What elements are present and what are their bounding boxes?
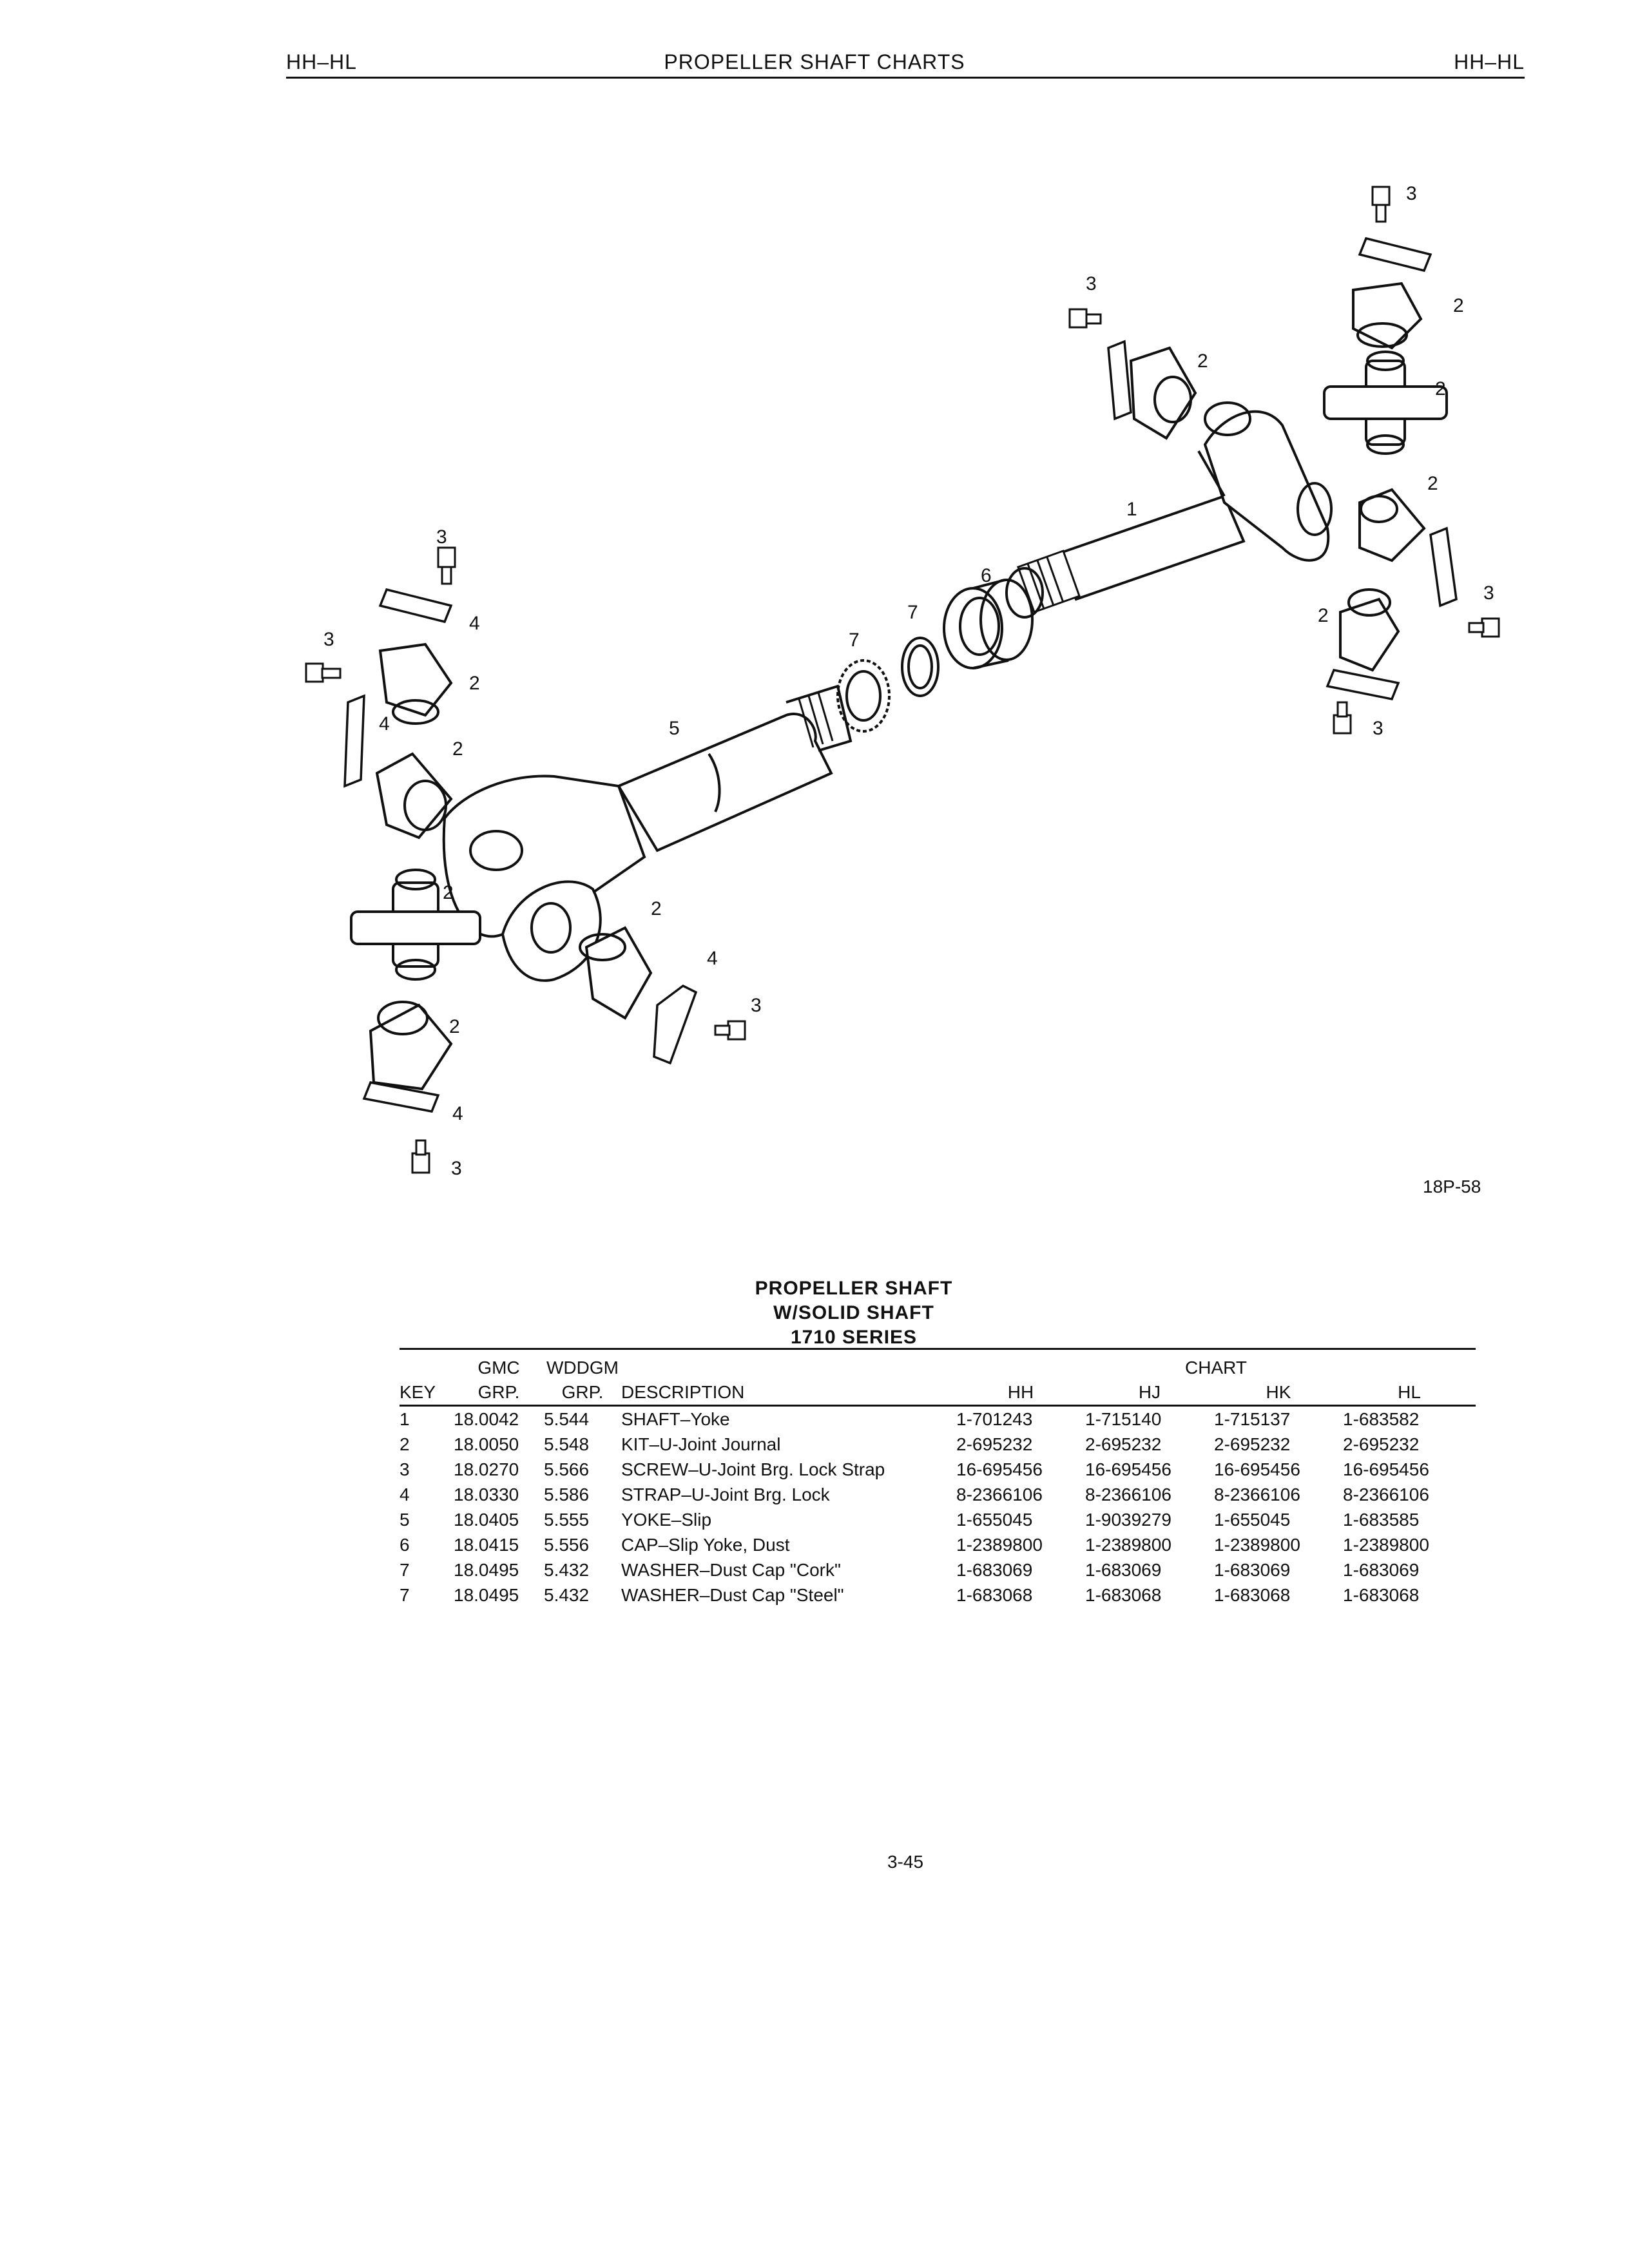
bearing-cap-right-top [1353, 284, 1421, 348]
table-row [400, 1532, 1476, 1557]
table-top-rule [400, 1348, 1476, 1350]
col-wddgm-bottom: GRP. [561, 1382, 604, 1402]
cell-gmc-group: 18.0405 [454, 1509, 519, 1530]
callout: 7 [849, 629, 860, 651]
table-title-line1: PROPELLER SHAFT [755, 1278, 953, 1299]
washer-steel-part [902, 638, 938, 696]
cell-description: WASHER–Dust Cap "Cork" [621, 1559, 841, 1580]
table-row [400, 1432, 1476, 1457]
cell-hh: 1-683069 [956, 1559, 1033, 1580]
cell-gmc-group: 18.0415 [454, 1534, 519, 1555]
cell-hl: 1-683069 [1343, 1559, 1420, 1580]
callout: 4 [452, 1103, 463, 1124]
table-header-row-1 [400, 1356, 1476, 1380]
cell-gmc-group: 18.0495 [454, 1584, 519, 1605]
callout: 2 [452, 738, 463, 760]
dust-cap-part [944, 580, 1032, 668]
cell-hj: 16-695456 [1085, 1459, 1171, 1479]
callout: 3 [436, 526, 447, 548]
callout: 7 [907, 602, 918, 623]
callout: 3 [1373, 718, 1383, 739]
cell-hj: 1-715140 [1085, 1408, 1162, 1429]
cell-hh: 1-683068 [956, 1584, 1033, 1605]
cell-wddgm-group: 5.432 [544, 1584, 590, 1605]
cell-hh: 1-655045 [956, 1509, 1033, 1530]
header-right: HH–HL [1454, 50, 1525, 73]
cell-wddgm-group: 5.566 [544, 1459, 590, 1479]
callout: 3 [1406, 183, 1417, 204]
table-title-line3: 1710 SERIES [790, 1327, 918, 1348]
cell-hk: 16-695456 [1214, 1459, 1300, 1479]
cell-wddgm-group: 5.544 [544, 1408, 590, 1429]
cell-hj: 1-9039279 [1085, 1509, 1171, 1530]
cell-hj: 1-683068 [1085, 1584, 1162, 1605]
bearing-cap-left-upper [377, 754, 451, 838]
cell-hj: 8-2366106 [1085, 1484, 1171, 1504]
callout: 4 [469, 613, 480, 634]
cell-hl: 1-683582 [1343, 1408, 1420, 1429]
cell-description: SCREW–U-Joint Brg. Lock Strap [621, 1459, 885, 1479]
callout: 2 [1453, 295, 1464, 316]
callout: 2 [1197, 351, 1208, 372]
bearing-cap-right-upper [1131, 348, 1195, 438]
cell-hj: 1-683069 [1085, 1559, 1162, 1580]
callout: 2 [469, 673, 480, 694]
cell-description: STRAP–U-Joint Brg. Lock [621, 1484, 830, 1504]
col-gmc-bottom: GRP. [477, 1382, 520, 1402]
slip-yoke-part [444, 686, 851, 981]
cell-description: CAP–Slip Yoke, Dust [621, 1534, 790, 1555]
col-hl: HL [1398, 1382, 1421, 1402]
cell-key: 6 [400, 1534, 410, 1555]
callout: 3 [1086, 273, 1097, 294]
bearing-cap-left-lower [371, 1002, 451, 1089]
callout: 3 [451, 1158, 462, 1179]
cell-hk: 1-655045 [1214, 1509, 1291, 1530]
cell-gmc-group: 18.0050 [454, 1434, 519, 1454]
bearing-cap-right-lower [1340, 590, 1398, 670]
col-description: DESCRIPTION [621, 1382, 745, 1402]
cell-hk: 1-2389800 [1214, 1534, 1300, 1555]
diagram-callouts [323, 183, 1494, 1179]
cell-key: 4 [400, 1484, 410, 1504]
cell-gmc-group: 18.0330 [454, 1484, 519, 1504]
cell-hh: 16-695456 [956, 1459, 1043, 1479]
col-chart: CHART [1185, 1358, 1247, 1378]
col-key: KEY [400, 1382, 436, 1402]
cell-hh: 2-695232 [956, 1434, 1033, 1454]
cell-hk: 1-683069 [1214, 1559, 1291, 1580]
cell-key: 3 [400, 1459, 410, 1479]
cell-hl: 1-683585 [1343, 1509, 1420, 1530]
callout: 2 [651, 898, 662, 919]
cell-key: 5 [400, 1509, 410, 1530]
callout: 2 [1427, 473, 1438, 494]
figure-reference: 18P-58 [1423, 1177, 1481, 1196]
col-hj: HJ [1138, 1382, 1161, 1402]
header-left: HH–HL [286, 50, 357, 73]
cell-hk: 2-695232 [1214, 1434, 1291, 1454]
cell-key: 1 [400, 1408, 410, 1429]
table-row [400, 1582, 1476, 1608]
cell-hh: 8-2366106 [956, 1484, 1043, 1504]
table-row [400, 1406, 1476, 1432]
cell-description: YOKE–Slip [621, 1509, 712, 1530]
cell-gmc-group: 18.0495 [454, 1559, 519, 1580]
parts-table [400, 1356, 1476, 1608]
cell-description: WASHER–Dust Cap "Steel" [621, 1584, 844, 1605]
cell-description: SHAFT–Yoke [621, 1408, 730, 1429]
cell-hj: 1-2389800 [1085, 1534, 1171, 1555]
cell-gmc-group: 18.0042 [454, 1408, 519, 1429]
parts-table-body [400, 1406, 1476, 1608]
cell-hk: 1-715137 [1214, 1408, 1291, 1429]
cell-wddgm-group: 5.432 [544, 1559, 590, 1580]
cell-hh: 1-701243 [956, 1408, 1033, 1429]
cell-wddgm-group: 5.548 [544, 1434, 590, 1454]
cell-hl: 8-2366106 [1343, 1484, 1429, 1504]
callout: 1 [1126, 499, 1137, 520]
bearing-cap-left-top [380, 644, 451, 724]
table-row [400, 1507, 1476, 1532]
cell-hj: 2-695232 [1085, 1434, 1162, 1454]
col-hk: HK [1266, 1382, 1291, 1402]
callout: 2 [449, 1016, 460, 1037]
cell-key: 7 [400, 1584, 410, 1605]
table-row [400, 1457, 1476, 1482]
table-header-row-2 [400, 1380, 1476, 1406]
cell-wddgm-group: 5.556 [544, 1534, 590, 1555]
callout: 2 [1318, 605, 1329, 626]
cell-hk: 8-2366106 [1214, 1484, 1300, 1504]
page-number: 3-45 [887, 1852, 924, 1872]
cell-key: 7 [400, 1559, 410, 1580]
cell-hl: 1-2389800 [1343, 1534, 1429, 1555]
cell-hl: 16-695456 [1343, 1459, 1429, 1479]
callout: 6 [981, 565, 992, 586]
callout: 5 [669, 718, 680, 739]
table-row [400, 1557, 1476, 1582]
col-gmc-top: GMC [477, 1358, 520, 1378]
table-title-line2: W/SOLID SHAFT [773, 1302, 934, 1323]
callout: 3 [751, 995, 762, 1016]
callout: 2 [443, 882, 454, 903]
u-joint-journal-right [1324, 352, 1447, 454]
callout: 2 [1435, 378, 1446, 399]
col-wddgm-top: WDDGM [546, 1358, 619, 1378]
callout: 3 [323, 629, 334, 650]
cell-gmc-group: 18.0270 [454, 1459, 519, 1479]
cell-key: 2 [400, 1434, 410, 1454]
cell-hl: 1-683068 [1343, 1584, 1420, 1605]
col-hh: HH [1007, 1382, 1034, 1402]
page-title: PROPELLER SHAFT CHARTS [664, 50, 965, 73]
callout: 4 [707, 948, 718, 969]
bearing-cap-right-mid [1360, 490, 1424, 561]
cell-description: KIT–U-Joint Journal [621, 1434, 781, 1454]
table-row [400, 1482, 1476, 1507]
cell-hk: 1-683068 [1214, 1584, 1291, 1605]
cell-wddgm-group: 5.586 [544, 1484, 590, 1504]
cell-wddgm-group: 5.555 [544, 1509, 590, 1530]
cell-hh: 1-2389800 [956, 1534, 1043, 1555]
callout: 3 [1483, 582, 1494, 604]
cell-hl: 2-695232 [1343, 1434, 1420, 1454]
callout: 4 [379, 713, 390, 735]
